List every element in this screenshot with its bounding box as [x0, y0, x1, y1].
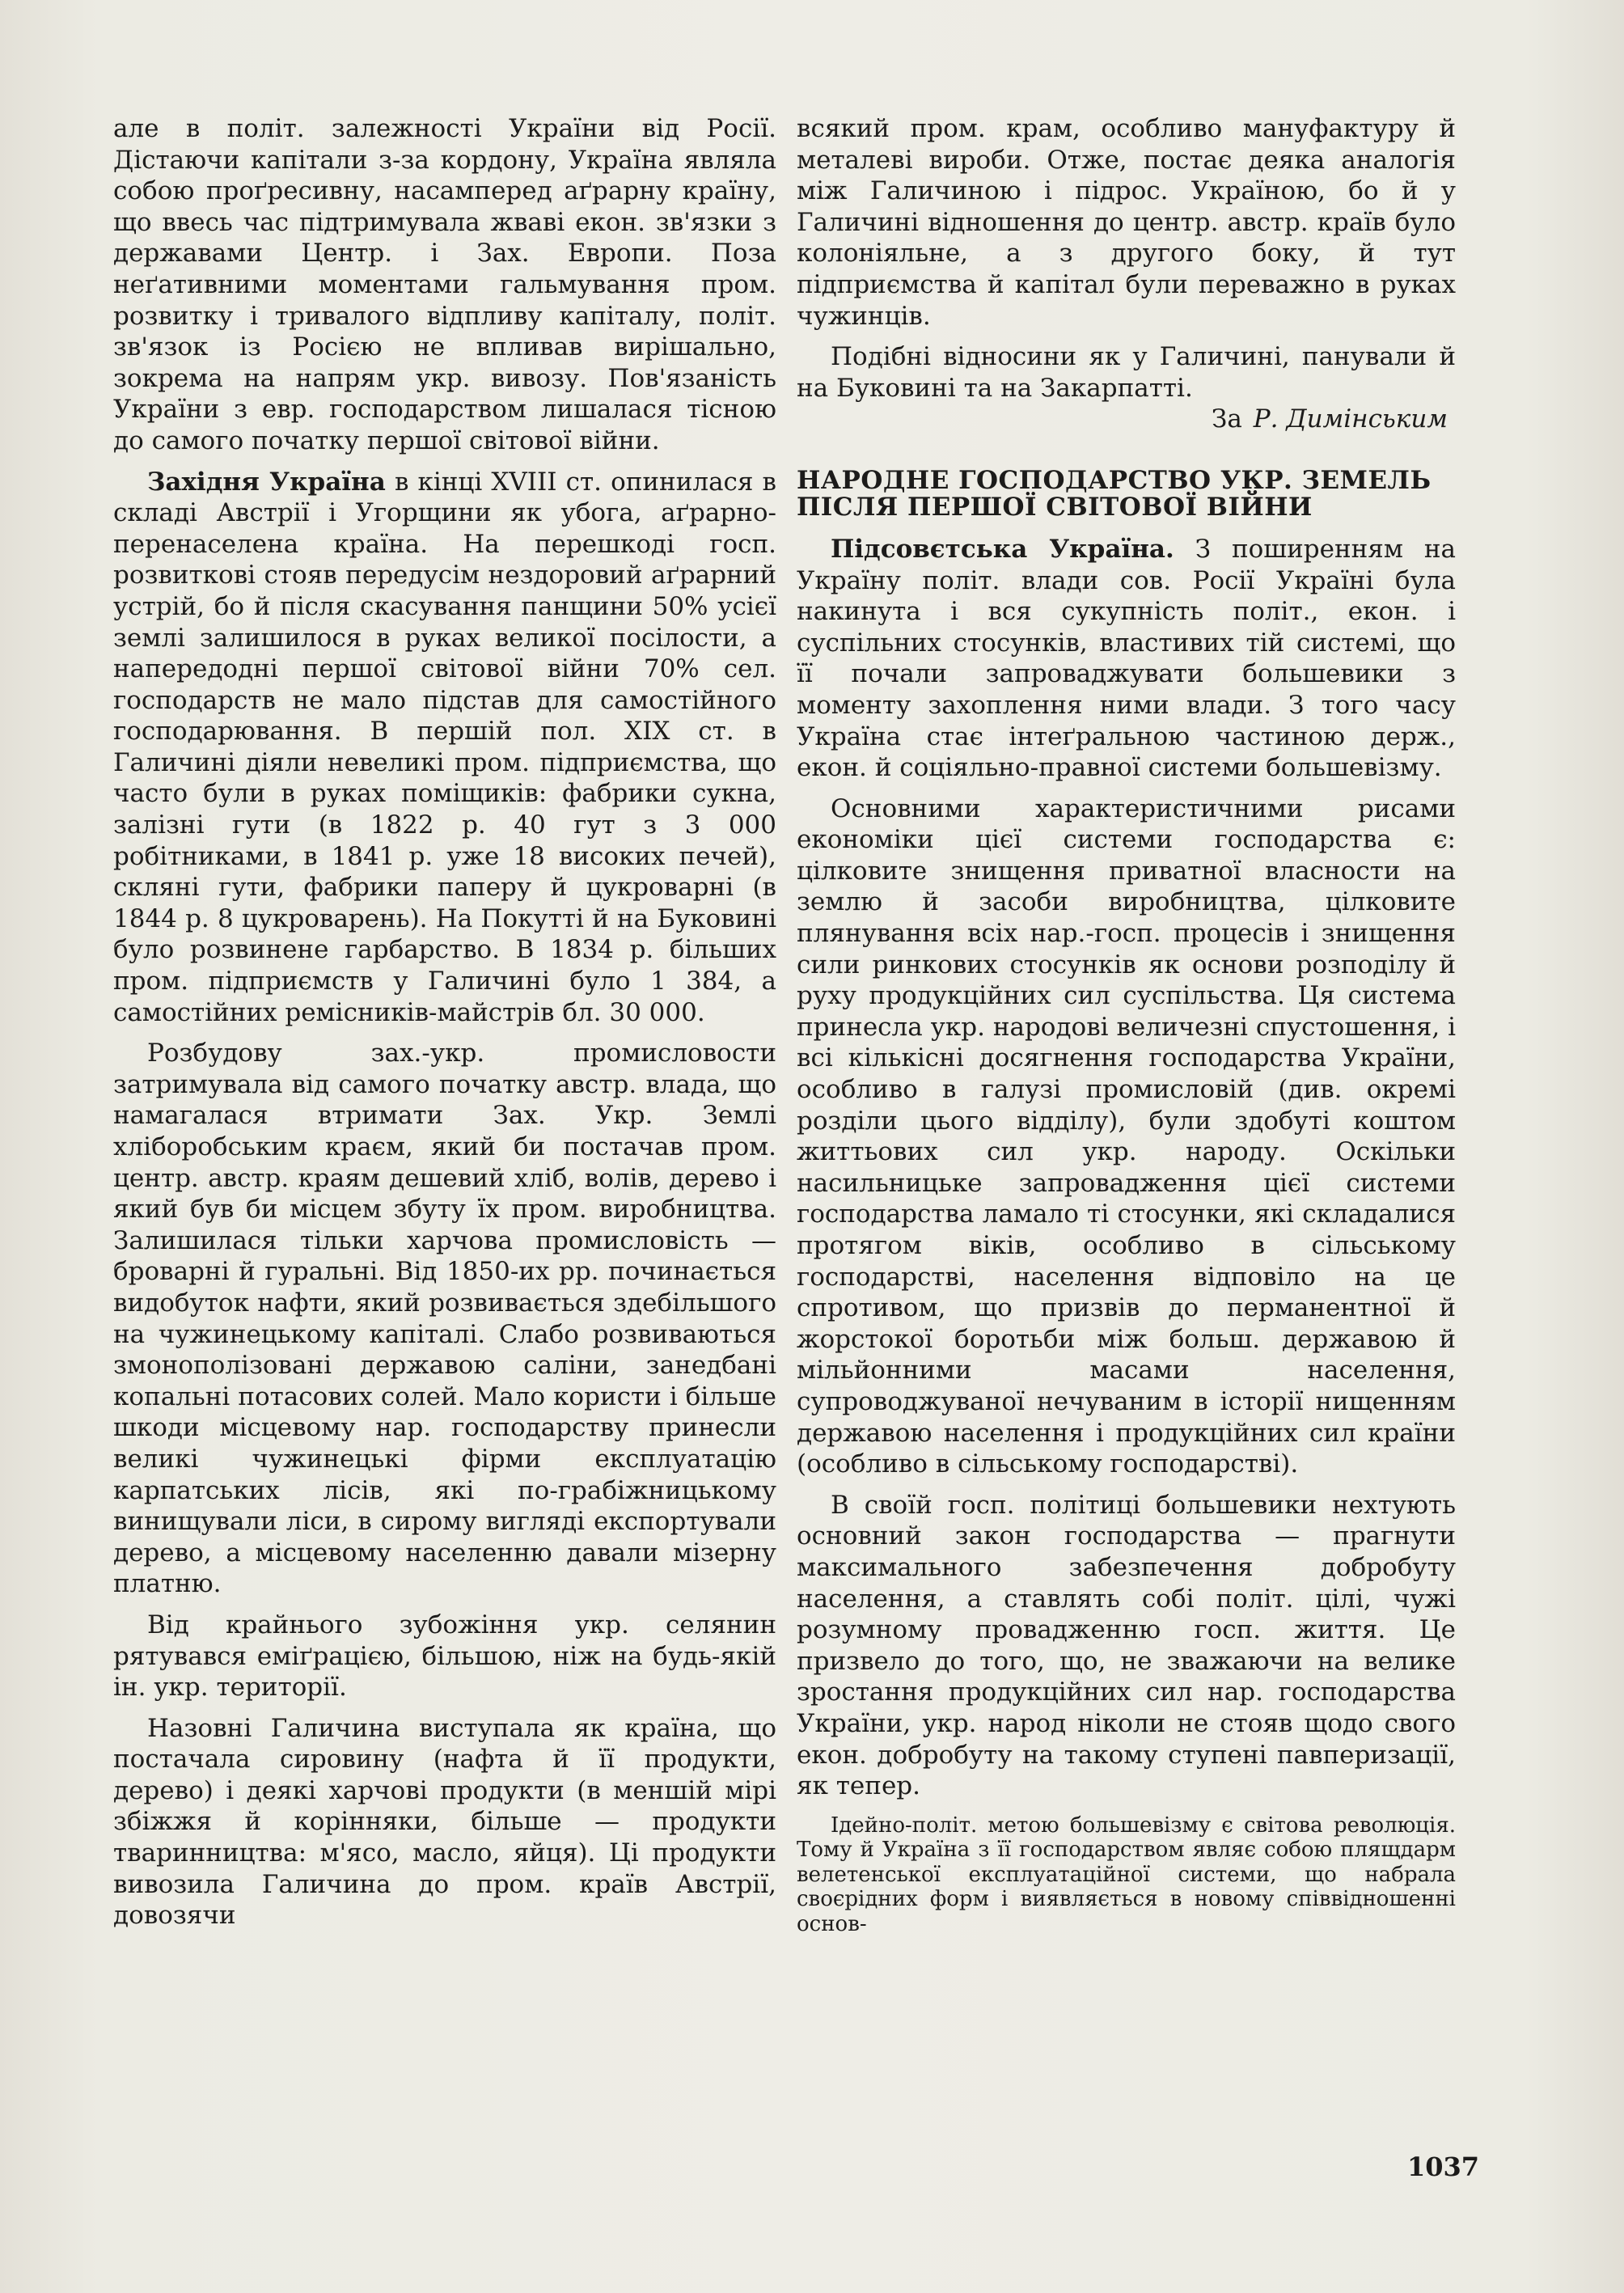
right-column: [797, 113, 1456, 1937]
paragraph: Розбудову зах.-укр. промисловости затримувала від самого початку австр. влада, що намагалася втримати Зах. Укр. Землі хліборобським краєм, який би постачав пром. центр. австр. краям дешевий хліб, волів, дерево і який був би місцем збуту їх пром. виробництва. Залишилася тільки харчова промисловість — броварні й гуральні. Від 1850-их рр. починається видобуток нафти, який розвивається здебільшого на чужинецькому капіталі. Слабо розвиваються змонополізовані державою саліни, занедбані копальні потасових солей. Мало користи і більше шкоди місцевому нар. господарству принесли великі чужинецькі фірми експлуатацію карпатських лісів, які по-грабіжницькому винищували ліси, в сирому вигляді експортували дерево, а місцевому населенню давали мізерну платню.: [113, 1039, 776, 1599]
attribution-author: Р. Димінським: [1253, 404, 1448, 434]
paragraph-western-ukraine: [113, 467, 776, 1029]
paragraph: В своїй госп. політиці большевики нехтують основний закон господарства — прагнути максимального забезпечення добробуту населення, а ставлять собі політ. цілі, чужі розумному провадженню госп. життя. Це призвело до того, що, не зважаючи на велике зростання продукційних сил нар. господарства України, укр. народ ніколи не стояв щодо свого екон. добробуту на такому ступені павперизації, як тепер.: [797, 1490, 1456, 1801]
run-in-heading: Підсовєтська Україна.: [831, 534, 1174, 564]
paragraph: Подібні відносини як у Галичині, панували й на Буковині та на Закарпатті.: [797, 342, 1456, 403]
paragraph: всякий пром. крам, особливо мануфактуру й металеві вироби. Отже, постає деяка аналогія між Галичиною і підрос. Україною, бо й у Галичині відношення до центр. австр. країв було колоніяльне, а з другого боку, й тут підприємства й капітал були переважно в руках чужинців.: [797, 114, 1456, 331]
left-column: [113, 113, 776, 1931]
paragraph-text: З поширенням на Україну політ. влади сов. Росії Україні була накинута і вся сукупність політ., екон. і суспільних стосунків, властивих тій системі, що її почали запроваджувати большевики з моменту захоплення ними влади. З того часу Україна стає інтеґральною частиною держ., екон. й соціяльно-правної системи большевізму.: [797, 534, 1456, 783]
paragraph-soviet-ukraine: [797, 534, 1456, 784]
paragraph: Від крайнього зубожіння укр. селянин рятувався еміґрацією, більшою, ніж на будь-якій ін. укр. території.: [113, 1610, 776, 1703]
attribution-prefix: За: [1212, 404, 1242, 434]
small-print-paragraph: Ідейно-політ. метою большевізму є світова революція. Тому й Україна з її господарством являє собою плящдарм велетенської експлуатаційної системи, що набрала своєрідних форм і виявляється в новому співвідношенні основ-: [797, 1813, 1456, 1937]
paragraph: але в політ. залежності України від Росії. Дістаючи капітали з-за кордону, Україна являла собою проґресивну, насамперед аґрарну країну, що ввесь час підтримувала жваві екон. зв'язки з державами Центр. і Зах. Европи. Поза неґативними моментами гальмування пром. розвитку і тривалого відпливу капіталу, політ. зв'язок із Росією не впливав вирішально, зокрема на напрям укр. вивозу. Пов'язаність України з евр. господарством лишалася тісною до самого початку першої світової війни.: [113, 114, 776, 455]
section-heading: НАРОДНЕ ГОСПОДАРСТВО УКР. ЗЕМЕЛЬ ПІСЛЯ ПЕРШОЇ СВІТОВОЇ ВІЙНИ: [797, 465, 1432, 522]
attribution: [797, 404, 1456, 435]
paragraph: Основними характеристичними рисами економіки цієї системи господарства є: цілковите знищення приватної власности на землю й засоби виробництва, цілковите плянування всіх нар.-госп. процесів і знищення сили ринкових стосунків як основи розподілу й руху продукційних сил суспільства. Ця система принесла укр. народові величезні спустошення, і всі кількісні досягнення господарства України, особливо в галузі промисловій (див. окремі розділи цього відділу), були здобуті коштом життьових сил укр. народу. Оскільки насильницьке запровадження цієї системи господарства ламало ті стосунки, які складалися протягом віків, особливо в сільському господарстві, населення відповіло на це спротивом, що призвів до перманентної й жорстокої боротьби між больш. державою й мільйонними масами населення, супроводжуваної нечуваним в історії нищенням державою населення і продукційних сил країни (особливо в сільському господарстві).: [797, 793, 1456, 1479]
paragraph: Назовні Галичина виступала як країна, що постачала сировину (нафта й її продукти, дерево) і деякі харчові продукти (в меншій мірі збіжжя й корінняки, більше — продукти тваринництва: м'ясо, масло, яйця). Ці продукти вивозила Галичина до пром. країв Австрії, довозячи: [113, 1713, 776, 1931]
paragraph-text: в кінці XVIII ст. опинилася в складі Австрії і Угорщини як убога, аґрарно-перенаселена країна. На перешкоді госп. розвиткові стояв передусім нездоровий аґрарний устрій, бо й після скасування панщини 50% усієї землі залишилося в руках великої посілости, а напередодні першої світової війни 70% сел. господарств не мало підстав для самостійного господарювання. В першій пол. XIX ст. в Галичині діяли невеликі пром. підприємства, що часто були в руках поміщиків: фабрики сукна, залізні гути (в 1822 р. 40 гут з 3 000 робітниками, в 1841 р. уже 18 високих печей), скляні гути, фабрики паперу й цукроварні (в 1844 р. 8 цукроварень). На Покутті й на Буковині було розвинене гарбарство. В 1834 р. більших пром. підприємств у Галичині було 1 384, а самостійних ремісників-майстрів бл. 30 000.: [113, 467, 777, 1027]
run-in-heading: Західня Україна: [147, 467, 386, 497]
page-number: 1037: [1407, 2151, 1480, 2182]
